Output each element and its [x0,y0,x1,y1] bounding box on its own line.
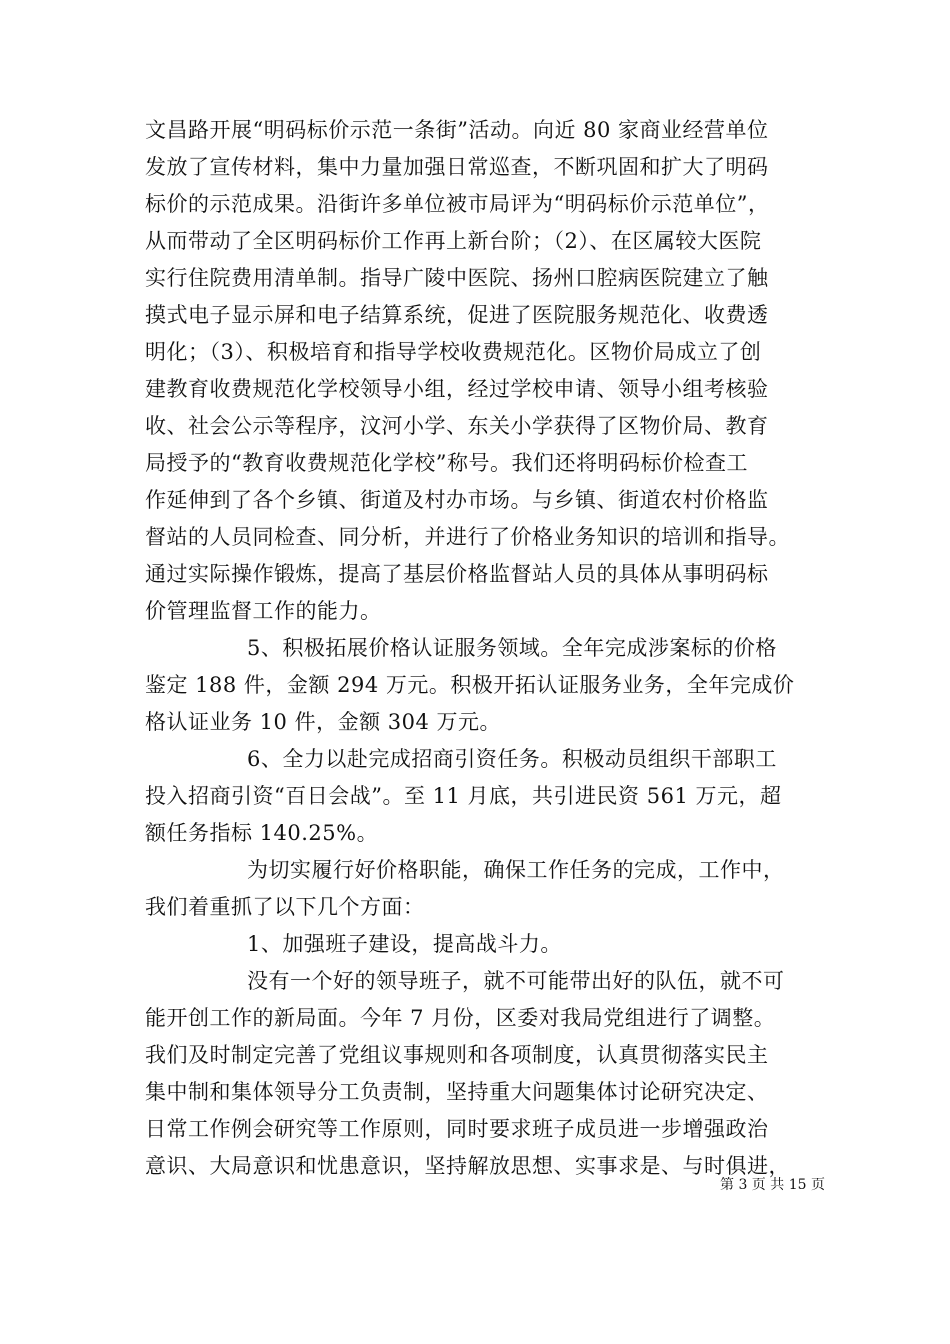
text-line: 意识、大局意识和忧患意识，坚持解放思想、实事求是、与时俱进， [145,1154,790,1178]
text-line: 收、社会公示等程序，汶河小学、东关小学获得了区物价局、教育 [145,414,769,438]
paragraph-start-line: 没有一个好的领导班子，就不可能带出好的队伍，就不可 [247,969,785,993]
text-line: 标价的示范成果。沿街许多单位被市局评为“明码标价示范单位”， [145,192,770,216]
text-line: 日常工作例会研究等工作原则，同时要求班子成员进一步增强政治 [145,1117,769,1141]
text-line: 能开创工作的新局面。今年 7 月份，区委对我局党组进行了调整。 [145,1006,776,1030]
text-line: 局授予的“教育收费规范化学校”称号。我们还将明码标价检查工 [145,451,748,475]
text-line: 文昌路开展“明码标价示范一条街”活动。向近 80 家商业经营单位 [145,118,769,142]
paragraph-start-line: 为切实履行好价格职能，确保工作任务的完成，工作中， [247,858,785,882]
text-line: 建教育收费规范化学校领导小组，经过学校申请、领导小组考核验 [145,377,769,401]
paragraph-start-line: 5、积极拓展价格认证服务领域。全年完成涉案标的价格 [247,636,777,660]
text-line: 格认证业务 10 件，金额 304 万元。 [145,710,502,734]
text-line: 额任务指标 140.25%。 [145,821,379,845]
text-line: 督站的人员同检查、同分析，并进行了价格业务知识的培训和指导。 [145,525,790,549]
text-line: 价管理监督工作的能力。 [145,599,382,623]
text-line: 我们及时制定完善了党组议事规则和各项制度，认真贯彻落实民主 [145,1043,769,1067]
page-number-footer: 第 3 页 共 15 页 [720,1177,825,1193]
paragraph-start-line: 6、全力以赴完成招商引资任务。积极动员组织干部职工 [247,747,777,771]
text-line: 作延伸到了各个乡镇、街道及村办市场。与乡镇、街道农村价格监 [145,488,769,512]
text-line: 明化；（3）、积极培育和指导学校收费规范化。区物价局成立了创 [145,340,762,364]
text-line: 摸式电子显示屏和电子结算系统，促进了医院服务规范化、收费透 [145,303,769,327]
text-line: 通过实际操作锻炼，提高了基层价格监督站人员的具体从事明码标 [145,562,769,586]
text-line: 鉴定 188 件，金额 294 万元。积极开拓认证服务业务，全年完成价 [145,673,795,697]
text-line: 发放了宣传材料，集中力量加强日常巡查，不断巩固和扩大了明码 [145,155,769,179]
text-line: 投入招商引资“百日会战”。至 11 月底，共引进民资 561 万元，超 [145,784,782,808]
text-line: 从而带动了全区明码标价工作再上新台阶；（2）、在区属较大医院 [145,229,762,253]
text-line: 我们着重抓了以下几个方面： [145,895,425,919]
text-line: 实行住院费用清单制。指导广陵中医院、扬州口腔病医院建立了触 [145,266,769,290]
text-line: 集中制和集体领导分工负责制，坚持重大问题集体讨论研究决定、 [145,1080,769,1104]
section-heading-line: 1、加强班子建设，提高战斗力。 [247,932,562,956]
